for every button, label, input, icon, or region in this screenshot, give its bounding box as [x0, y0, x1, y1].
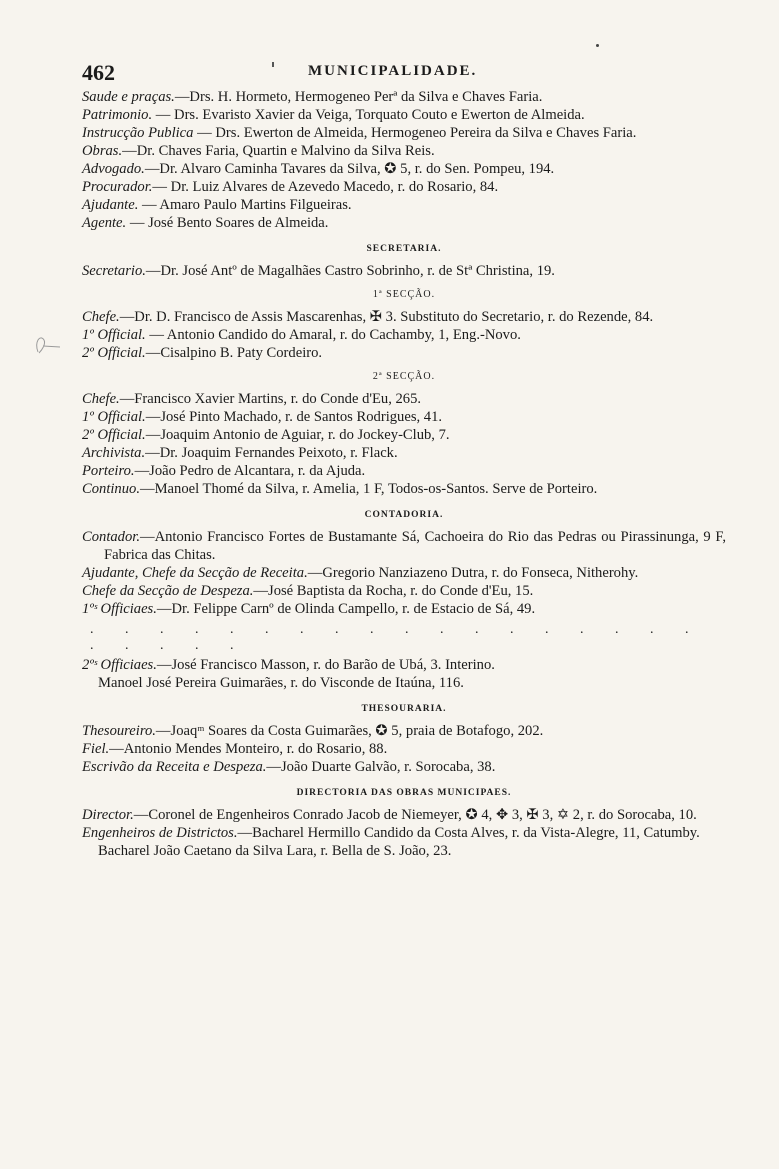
section-heading-thesouraria: THESOURARIA.	[361, 704, 447, 714]
section-heading-contadoria: CONTADORIA.	[364, 510, 444, 520]
page-header	[82, 60, 726, 88]
entry: 1º Official. — Antonio Candido do Amaral, r. do Cachamby, 1, Eng.-Novo.	[82, 327, 521, 343]
top-entries	[82, 88, 726, 232]
section-heading-directoria: DIRECTORIA DAS OBRAS MUNICIPAES.	[296, 788, 512, 798]
entry: Chefe.—Dr. D. Francisco de Assis Mascarenhas, ✠ 3. Substituto do Secretario, r. do Rezende, 84.	[82, 309, 654, 325]
entry: Director.—Coronel de Engenheiros Conrado Jacob de Niemeyer, ✪ 4, ✥ 3, ✠ 3, ✡ 2, r. do Sorocaba, 10.	[82, 807, 697, 823]
entry-continuation: Bacharel João Caetano da Silva Lara, r. Bella de S. João, 23.	[98, 843, 452, 859]
entry: Instrucção Publica — Drs. Ewerton de Almeida, Hermogeneo Pereira da Silva e Chaves Faria.	[82, 125, 637, 141]
document-page	[82, 60, 726, 860]
page-number: 462	[82, 60, 115, 85]
entry: Advogado.—Dr. Alvaro Caminha Tavares da Silva, ✪ 5, r. do Sen. Pompeu, 194.	[82, 161, 555, 177]
entry: Contador.—Antonio Francisco Fortes de Bustamante Sá, Cachoeira do Rio das Pedras ou Pirassinunga, 9 F, Fabrica das Chitas.	[82, 529, 726, 563]
entry: Fiel.—Antonio Mendes Monteiro, r. do Rosario, 88.	[82, 741, 388, 757]
entry: Saude e praças.—Drs. H. Hormeto, Hermogeneo Perª da Silva e Chaves Faria.	[82, 89, 543, 105]
entry: Ajudante. — Amaro Paulo Martins Filgueiras.	[82, 197, 352, 213]
entry: Secretario.—Dr. José Antº de Magalhães Castro Sobrinho, r. de Stª Christina, 19.	[82, 263, 555, 279]
entry: Procurador.— Dr. Luiz Alvares de Azevedo Macedo, r. do Rosario, 84.	[82, 179, 499, 195]
section-heading-secretaria: SECRETARIA.	[366, 244, 442, 254]
subsection-heading: 2ª SECÇÃO.	[372, 371, 436, 382]
entry: Agente. — José Bento Soares de Almeida.	[82, 215, 329, 231]
entry: 2º Official.—Joaquim Antonio de Aguiar, r. do Jockey-Club, 7.	[82, 427, 450, 443]
entry: Porteiro.—João Pedro de Alcantara, r. da Ajuda.	[82, 463, 366, 479]
entry: Chefe da Secção de Despeza.—José Baptista da Rocha, r. do Conde d'Eu, 15.	[82, 583, 534, 599]
entry: Ajudante, Chefe da Secção de Receita.—Gregorio Nanziazeno Dutra, r. do Fonseca, Nitherohy.	[82, 565, 639, 581]
specks	[596, 44, 599, 47]
entry: 1º Official.—José Pinto Machado, r. de Santos Rodrigues, 41.	[82, 409, 443, 425]
entry: Chefe.—Francisco Xavier Martins, r. do Conde d'Eu, 265.	[82, 391, 422, 407]
entry: 2ºˢ Officiaes.—José Francisco Masson, r. do Barão de Ubá, 3. Interino.	[82, 657, 495, 673]
margin-pencil-mark	[30, 330, 70, 360]
entry-continuation: Manoel José Pereira Guimarães, r. do Visconde de Itaúna, 116.	[98, 675, 464, 691]
running-title: MUNICIPALIDADE.	[308, 63, 478, 79]
entry: Archivista.—Dr. Joaquim Fernandes Peixoto, r. Flack.	[82, 445, 398, 461]
subsection-heading: 1ª SECÇÃO.	[372, 289, 436, 300]
entry: Continuo.—Manoel Thomé da Silva, r. Amelia, 1 F, Todos-os-Santos. Serve de Porteiro.	[82, 481, 598, 497]
entry: Obras.—Dr. Chaves Faria, Quartin e Malvino da Silva Reis.	[82, 143, 435, 159]
entry: 2º Official.—Cisalpino B. Paty Cordeiro.	[82, 345, 323, 361]
dot-leader: . . . . . . . . . . . . . . . . . . . . . . .	[90, 622, 703, 653]
entry: Escrivão da Receita e Despeza.—João Duarte Galvão, r. Sorocaba, 38.	[82, 759, 496, 775]
entry: Engenheiros de Districtos.—Bacharel Hermillo Candido da Costa Alves, r. da Vista-Alegre, 11, Catumby.	[82, 825, 700, 841]
entry: Patrimonio. — Drs. Evaristo Xavier da Veiga, Torquato Couto e Ewerton de Almeida.	[82, 107, 585, 123]
entry: 1ºˢ Officiaes.—Dr. Felippe Carnº de Olinda Campello, r. de Estacio de Sá, 49.	[82, 601, 536, 617]
entry: Thesoureiro.—Joaqᵐ Soares da Costa Guimarães, ✪ 5, praia de Botafogo, 202.	[82, 723, 544, 739]
